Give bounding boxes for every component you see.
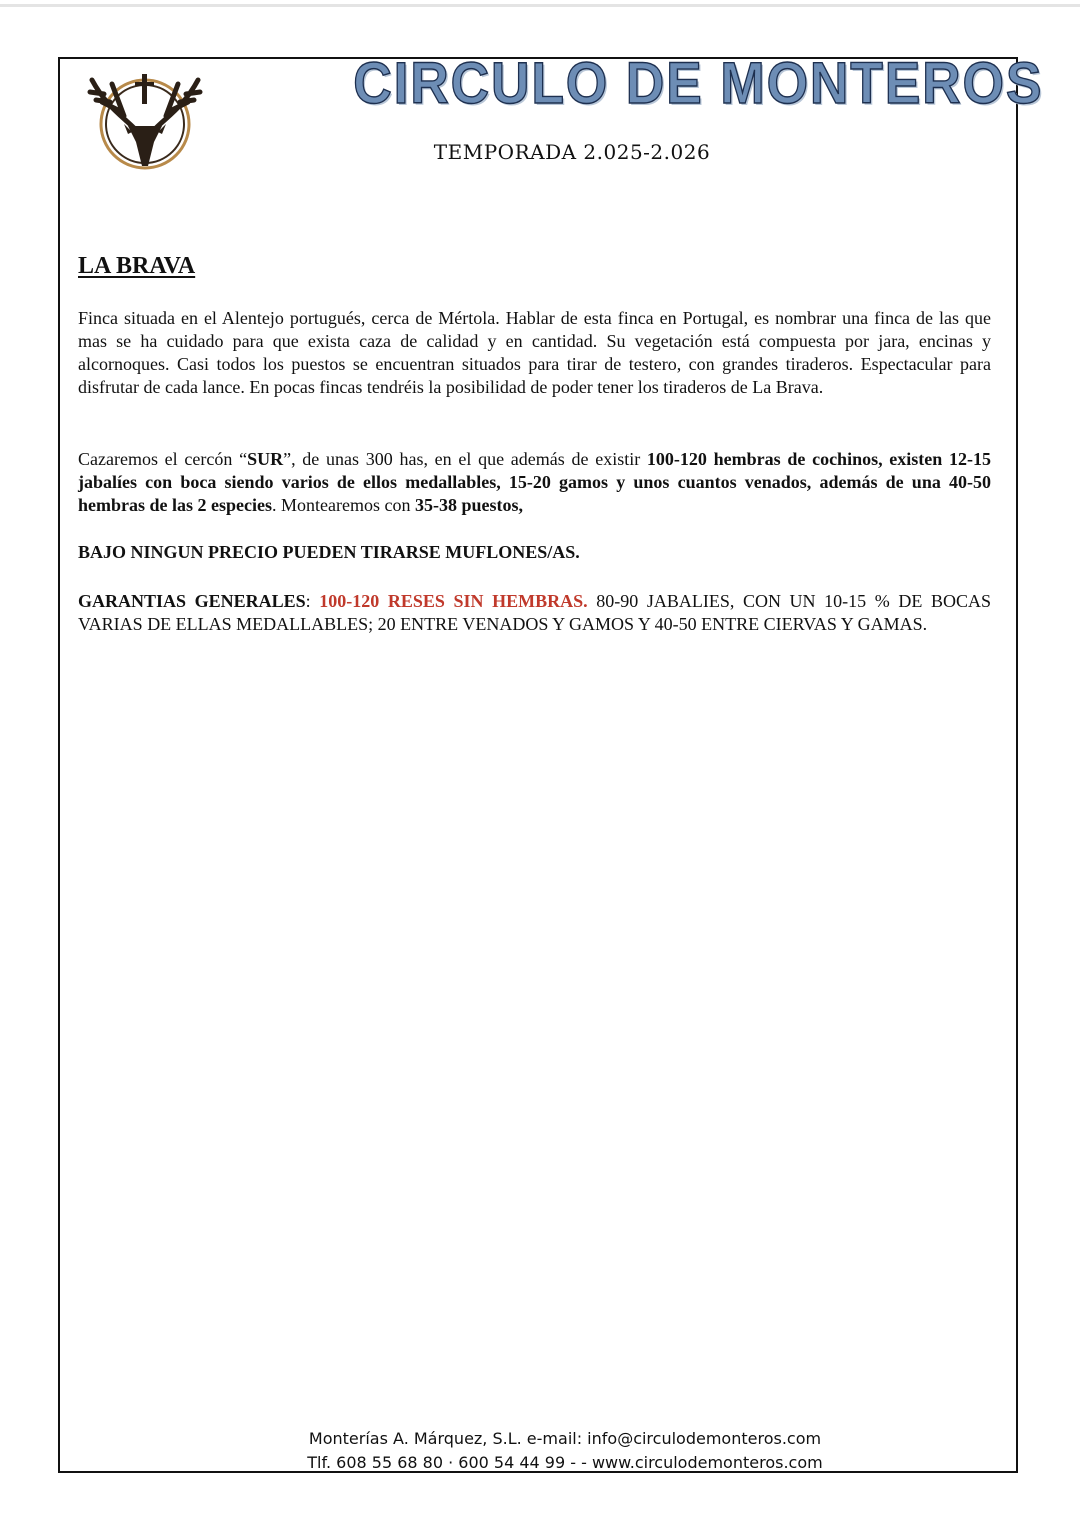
- warning-text: BAJO NINGUN PRECIO PUEDEN TIRARSE MUFLONES/AS.: [78, 542, 580, 562]
- page-border: [58, 57, 1018, 1473]
- deer-antlers-cross-icon: [84, 66, 206, 174]
- guarantees-separator: :: [305, 591, 320, 611]
- brand-title: CIRCULO DE MONTEROS: [353, 51, 1044, 116]
- intro-paragraph: Finca situada en el Alentejo portugués, cerca de Mértola. Hablar de esta finca en Portugal, es nombrar una finca de las que mas se ha cuidado para que exista caza de calidad y en cantidad. Su vegetación está compuesta por jara, encinas y alcornoques. Casi todos los puestos se encuentran situados para tirar de testero, con grandes tiraderos. Espectacular para disfrutar de cada lance. En pocas fincas tendréis la posibilidad de poder tener los tiraderos de La Brava.: [78, 308, 991, 397]
- hunt-posts-count: 35-38 puestos,: [414, 495, 523, 515]
- guarantees-highlight: 100-120 RESES SIN HEMBRAS.: [319, 591, 588, 611]
- hunt-game-counts: 100-120 hembras de cochinos, existen 12-15 jabalíes con boca siendo varios de ellos medallables, 15-20 gamos y unos cuantos venados, además de una 40-50 hembras de las 2 especies: [78, 449, 992, 515]
- hunt-area-name: SUR: [247, 449, 284, 469]
- hunt-text: . Montearemos con: [271, 495, 415, 515]
- footer-phone-line: Tlf. 608 55 68 80 · 600 54 44 99 - - www.circulodemonteros.com: [307, 1453, 823, 1472]
- estate-title: LA BRAVA: [78, 253, 196, 279]
- season-label: TEMPORADA 2.025-2.026: [433, 140, 711, 164]
- guarantees-label: GARANTIAS GENERALES: [78, 591, 306, 611]
- footer-contact-line: Monterías A. Márquez, S.L. e-mail: info@circulodemonteros.com: [308, 1429, 822, 1448]
- footer: [60, 1427, 1070, 1475]
- hunt-text: Cazaremos el cercón “: [78, 449, 248, 469]
- warning-paragraph: [78, 541, 991, 564]
- hunt-text: ”, de unas 300 has, en el que además de existir: [283, 449, 647, 469]
- guarantees-paragraph: [78, 590, 991, 636]
- hunt-paragraph: [78, 448, 991, 517]
- top-divider: [0, 4, 1080, 7]
- guarantees-text: 80-90 JABALIES, CON UN 10-15 % DE BOCAS VARIAS DE ELLAS MEDALLABLES; 20 ENTRE VENADOS Y GAMOS Y 40-50 ENTRE CIERVAS Y GAMAS.: [78, 591, 991, 634]
